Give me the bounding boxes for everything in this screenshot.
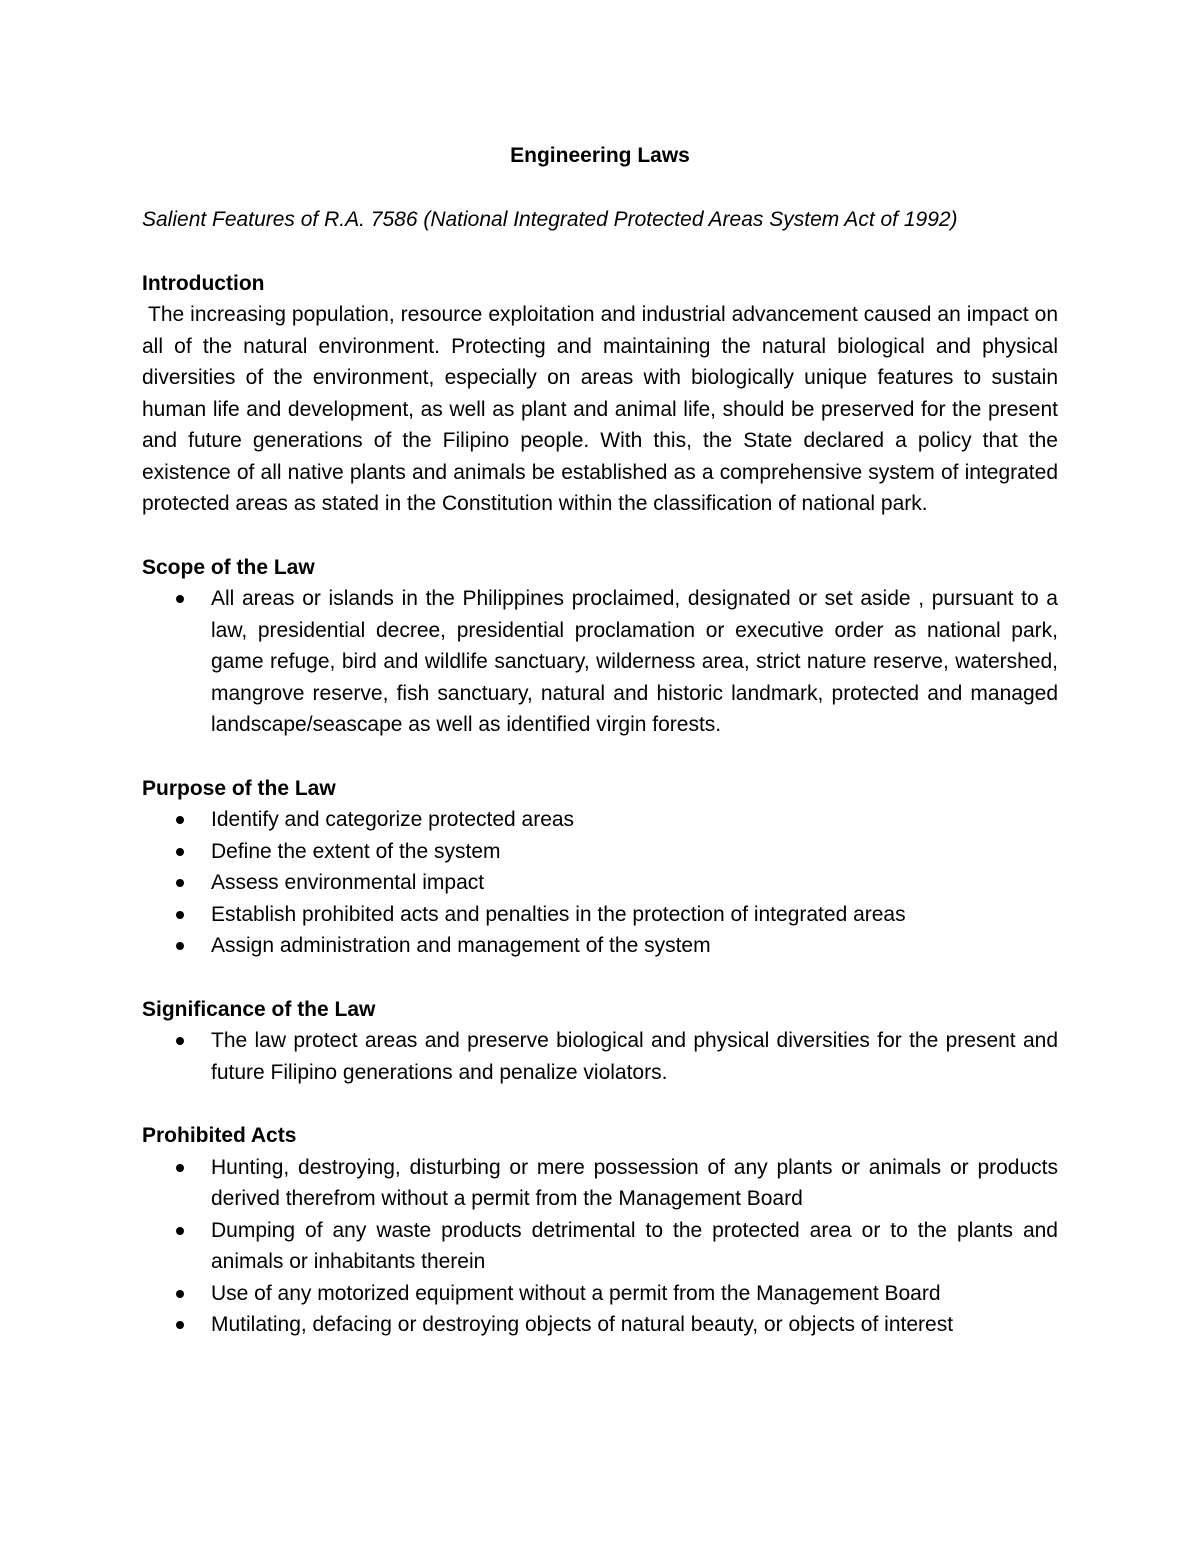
bullet-icon [176,1227,184,1235]
list-item [142,899,1058,931]
list-item-text: Use of any motorized equipment without a permit from the Management Board [211,1281,941,1305]
list-item-text: Hunting, destroying, disturbing or mere possession of any plants or animals or products derived therefrom without a permit from the Management Board [211,1155,1058,1210]
bullet-icon [176,1290,184,1298]
bullet-icon [176,1164,184,1172]
prohibited-list [142,1152,1058,1341]
significance-list [142,1025,1058,1088]
list-item [142,1025,1058,1088]
list-item-text: Assign administration and management of the system [211,934,711,957]
purpose-list [142,804,1058,962]
list-item-text: Dumping of any waste products detrimental to the protected area or to the plants and animals or inhabitants therein [211,1218,1058,1273]
bullet-icon [176,942,184,950]
list-item [142,1152,1058,1215]
list-item [142,1278,1058,1310]
bullet-icon [176,911,184,919]
purpose-heading: Purpose of the Law [142,776,336,800]
document-title: Engineering Laws [510,144,690,167]
list-item [142,836,1058,868]
prohibited-heading: Prohibited Acts [142,1124,297,1147]
bullet-icon [176,595,184,603]
list-item [142,867,1058,899]
document-subtitle: Salient Features of R.A. 7586 (National Integrated Protected Areas System Act of 1992) [142,208,958,231]
list-item-text: Define the extent of the system [211,839,501,863]
list-item-text: Assess environmental impact [211,871,485,894]
list-item-text: All areas or islands in the Philippines proclaimed, designated or set aside , pursuant to a law, presidential decree, presidential proclamation or executive order as national park, game refuge, bird and wildlife sanctuary, wilderness area, strict nature reserve, watershed, mangrove reserve, fish sanctuary, natural and historic landmark, protected and managed landscape/seascape as well as identified virgin forests. [211,587,1058,736]
introduction-heading: Introduction [142,271,265,295]
bullet-icon [176,1037,184,1045]
document-content [142,140,1058,1341]
bullet-icon [176,848,184,856]
list-item [142,583,1058,741]
list-item [142,804,1058,836]
list-item-text: Identify and categorize protected areas [211,808,575,831]
list-item [142,1215,1058,1278]
list-item-text: The law protect areas and preserve biological and physical diversities for the present and future Filipino generations and penalize violators. [211,1029,1058,1084]
bullet-icon [176,816,184,824]
list-item-text: Establish prohibited acts and penalties in the protection of integrated areas [211,902,906,926]
bullet-icon [176,1321,184,1329]
bullet-icon [176,879,184,887]
list-item [142,930,1058,962]
introduction-paragraph: The increasing population, resource exploitation and industrial advancement caused an impact on all of the natural environment. Protecting and maintaining the natural biological and physical diversities of the environment, especially on areas with biologically unique features to sustain human life and development, as well as plant and animal life, should be preserved for the present and future generations of the Filipino people. With this, the State declared a policy that the existence of all native plants and animals be established as a comprehensive system of integrated protected areas as stated in the Constitution within the classification of national park. [142,303,1058,515]
significance-heading: Significance of the Law [142,997,376,1021]
list-item-text: Mutilating, defacing or destroying objects of natural beauty, or objects of interest [211,1313,954,1336]
scope-heading: Scope of the Law [142,555,315,579]
scope-list [142,583,1058,741]
list-item [142,1309,1058,1341]
